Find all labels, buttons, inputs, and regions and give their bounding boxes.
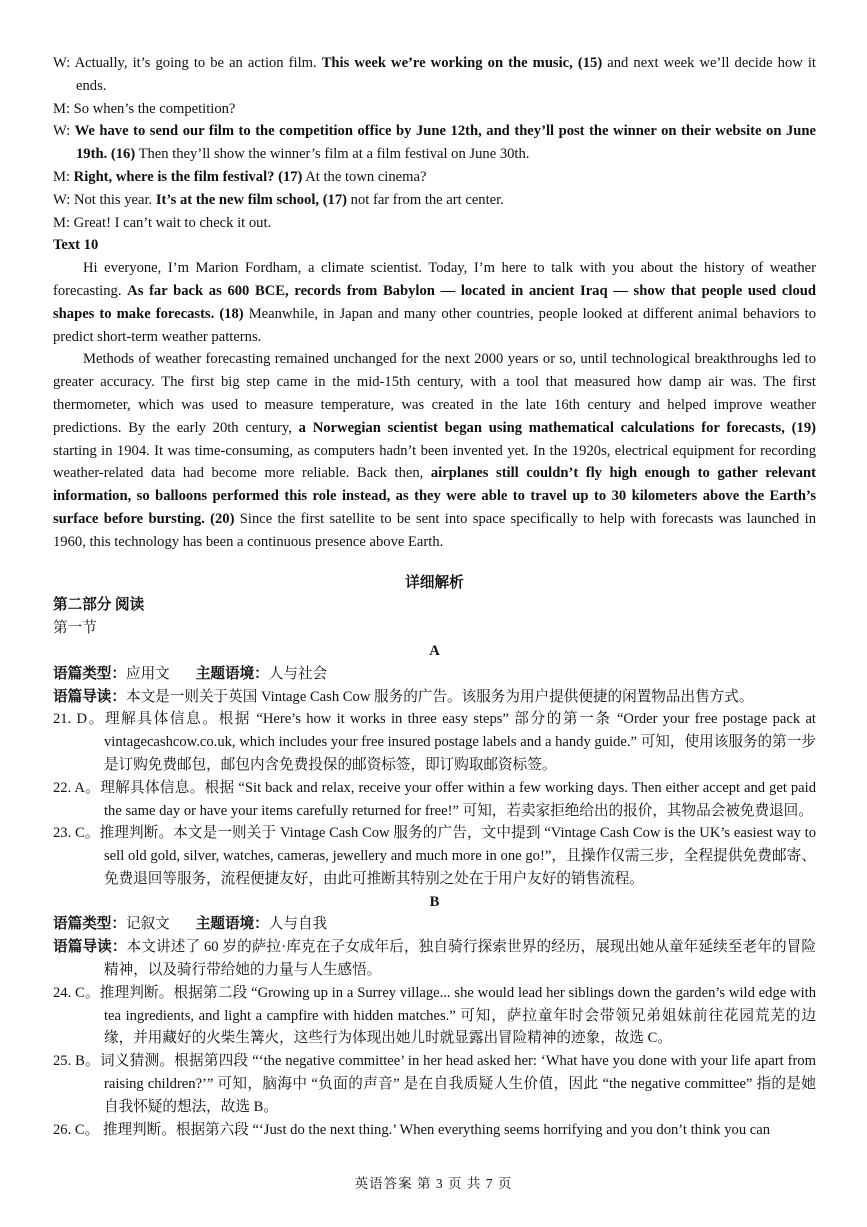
text10-body bbox=[53, 257, 816, 553]
dialogue-line bbox=[53, 166, 816, 189]
bold-text: This week we’re working on the music, (15) bbox=[321, 55, 603, 71]
text: Methods of weather forecasting remained unchanged for the next 2000 years or so, until technological breakthroughs led to greater accuracy. The first big step came in the mid-15th century, with a tool that measured how damp air was. The first thermometer, which was used to measure temperature, was created in the late 16th century and helped improve weather predictions. By the early 20th century, bbox=[53, 351, 816, 436]
dialogue-line bbox=[53, 52, 816, 98]
text: Great! I can’t wait to check it out. bbox=[70, 214, 272, 231]
text: Meanwhile, in Japan and many other countries, people looked at different animal behaviors to predict short-term weather patterns. bbox=[53, 305, 816, 345]
text: Hi everyone, I’m Marion Fordham, a climate scientist. Today, I’m here to talk with you about the history of weather forecasting. bbox=[53, 260, 816, 299]
passage-a-meta: 语篇类型：应用文 主题语境：人与社会 bbox=[53, 665, 328, 682]
text: starting in 1904. It was time-consuming, as computers hadn’t been invented yet. In the 1920s, electrical equipment for recording weather-related data had become more reliable. Back then, bbox=[53, 442, 816, 482]
text10-paragraph bbox=[53, 257, 816, 348]
text: and next week we’ll decide how it ends. bbox=[76, 55, 816, 94]
bold-text: airplanes still couldn’t fly high enough to gather relevant information, so balloons performed this role instead, as they were able to travel up to 30 kilometers above the Earth’s surface before bursting. (20) bbox=[53, 465, 816, 527]
answer-25: 25. B。词义猜测。根据第四段 “‘the negative committee’ in her head asked her: ‘What have you done with your life apart from raising children?’” 可知，脑海中 “负面的声音” 是在自我质疑人生价值，因此 “the negative committee” 指的是她自我怀疑的想法，故选 B。 bbox=[53, 1053, 816, 1115]
dialogue-line bbox=[53, 212, 816, 235]
speaker-label: W: bbox=[53, 123, 71, 140]
dialogue-line bbox=[53, 189, 816, 212]
part-heading: 第二部分 阅读 bbox=[53, 597, 145, 614]
bold-text: Right, where is the film festival? (17) bbox=[70, 168, 303, 185]
page-footer: 英语答案 第 3 页 共 7 页 bbox=[354, 1176, 513, 1191]
text: At the town cinema? bbox=[302, 168, 427, 185]
text: So when’s the competition? bbox=[70, 100, 236, 117]
passage-a-guide: 语篇导读：本文是一则关于英国 Vintage Cash Cow 服务的广告。该服务为用户提供便捷的闲置物品出售方式。 bbox=[53, 688, 754, 705]
bold-text: a Norwegian scientist began using mathematical calculations for forecasts, (19) bbox=[298, 419, 816, 436]
bold-text: It’s at the new film school, (17) bbox=[155, 191, 348, 208]
dialogue-line bbox=[53, 98, 816, 121]
section-heading: 第一节 bbox=[53, 620, 97, 637]
answer-26: 26. C。 推理判断。根据第六段 “‘Just do the next thing.’ When everything seems horrifying and you don’t think you can bbox=[53, 1121, 771, 1138]
answer-21: 21. D。理解具体信息。根据 “Here’s how it works in three easy steps” 部分的第一条 “Order your free postage pack at vintagecashcow.co.uk, which includes your free insured postage labels and a handy guide.” 可知，使用该服务的第一步是订购免费邮包，邮包内含免费投保的邮资标签，即订购取邮资标签。 bbox=[53, 711, 816, 773]
passage-b-meta: 语篇类型：记叙文 主题语境：人与自我 bbox=[53, 916, 328, 933]
bold-text: As far back as 600 BCE, records from Babylon — located in ancient Iraq — show that people used cloud shapes to make forecasts. (18) bbox=[53, 282, 816, 322]
dialogue-line bbox=[53, 120, 816, 166]
text: Not this year. bbox=[70, 191, 156, 208]
passage-b-letter: B bbox=[429, 893, 440, 910]
text: not far from the art center. bbox=[347, 191, 504, 208]
analysis-title: 详细解析 bbox=[405, 574, 464, 591]
answer-24: 24. C。推理判断。根据第二段 “Growing up in a Surrey village... she would lead her siblings down the garden’s wild edge with tea ingredients, and light a campfire with hidden matches.” 可知，萨拉童年时会带领兄弟姐妹前往花园荒芜的边缘，并用藏好的火柴生篝火，这些行为体现出她儿时就显露出冒险精神的迹象，故选 C。 bbox=[53, 984, 816, 1047]
text: Then they’ll show the winner’s film at a film festival on June 30th. bbox=[135, 146, 530, 163]
speaker-label: W: bbox=[53, 55, 71, 71]
speaker-label: M: bbox=[53, 168, 71, 185]
answer-23: 23. C。推理判断。本文是一则关于 Vintage Cash Cow 服务的广告，文中提到 “Vintage Cash Cow is the UK’s easiest way to sell old gold, silver, watches, cameras, jewellery and much more in one go!”，且操作仅需三步，全程提供免费邮寄、免费退回等服务，流程便捷友好，由此可推断其特别之处在于用户友好的销售流程。 bbox=[53, 825, 816, 887]
passage-b-guide: 语篇导读：本文讲述了 60 岁的萨拉·库克在子女成年后，独自骑行探索世界的经历，展现出她从童年延续至老年的冒险精神，以及骑行带给她的力量与人生感悟。 bbox=[53, 939, 816, 979]
text: Since the first satellite to be sent into space specifically to help with forecasts was launched in 1960, this technology has been a continuous presence above Earth. bbox=[53, 510, 817, 550]
text10-paragraph bbox=[53, 348, 816, 553]
speaker-label: W: bbox=[53, 191, 71, 208]
text: Actually, it’s going to be an action film. bbox=[70, 55, 322, 71]
speaker-label: M: bbox=[53, 214, 71, 231]
passage-a-letter: A bbox=[429, 642, 440, 659]
speaker-label: M: bbox=[53, 100, 71, 117]
dialogue-block bbox=[53, 52, 816, 234]
bold-text: We have to send our film to the competition office by June 12th, and they’ll post the winner on their website on June 19th. (16) bbox=[70, 123, 816, 163]
answer-22: 22. A。理解具体信息。根据 “Sit back and relax, receive your offer within a few working days. Then either accept and get paid the same day or have your items carefully returned for free!” 可知，若卖家拒绝给出的报价，其物品会被免费退回。 bbox=[53, 779, 816, 819]
text10-heading: Text 10 bbox=[53, 237, 99, 254]
page-content bbox=[53, 52, 816, 1141]
